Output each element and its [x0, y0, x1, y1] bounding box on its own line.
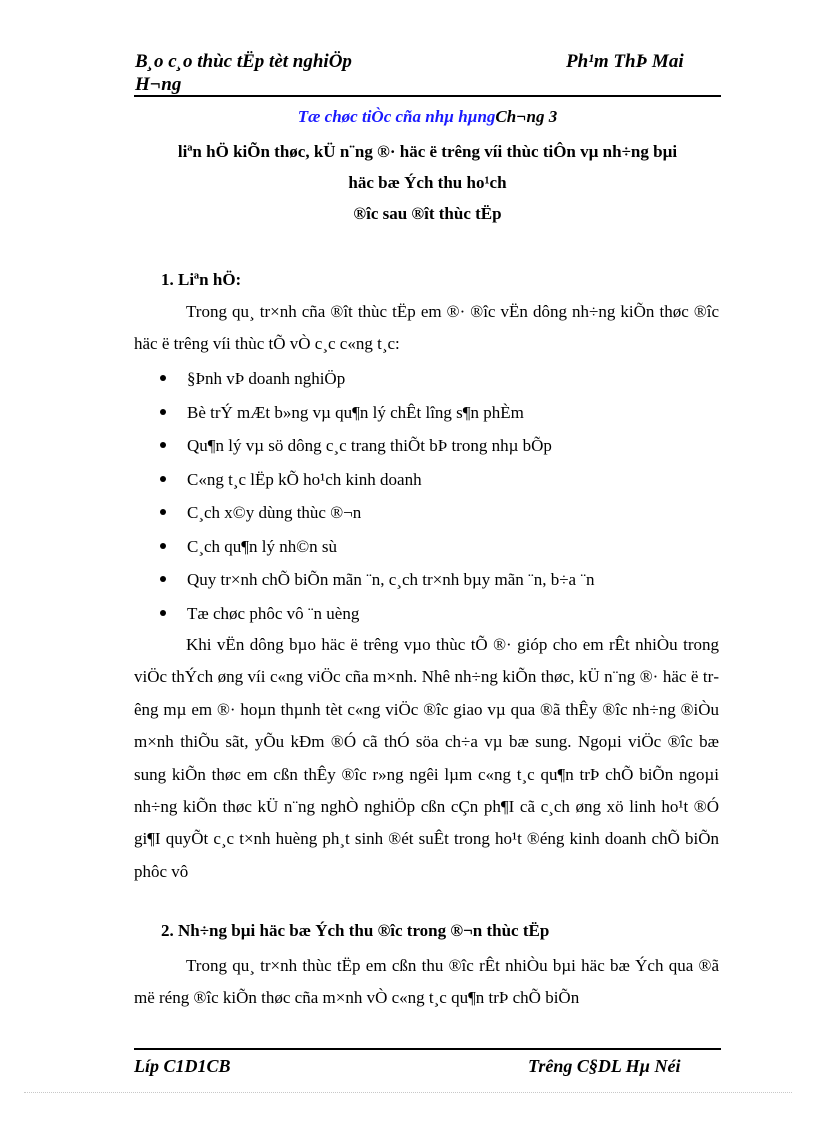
bullet-icon: [160, 509, 166, 515]
list-item-text: Tæ chøc phôc vô ¨n uèng: [187, 603, 360, 623]
bullet-icon: [160, 543, 166, 549]
list-item-text: C¸ch qu¶n lý nh©n sù: [187, 536, 338, 556]
section-1-body: Khi vËn dông bµo häc ë trêng vµo thùc tÕ ®· gióp cho em rÊt nhiÒu trong viÖc thÝch øng víi c«ng viÖc cña m×nh. Nhê nh÷ng kiÕn thøc, kÜ n¨ng ®· häc ë trêng mµ em ®· hoµn thµnh tèt c«ng viÖc ®îc giao vµ qua ®ã thÊy ®îc nh÷ng ®iÒu m×nh thiÕu sãt, yÕu kÐm ®Ó cã thÓ söa ch÷a vµ bæ sung. Ngoµi viÖc ®îc bæ sung kiÕn thøc em cßn thÊy ®îc r»ng ngêi lµm c«ng t¸c qu¶n trÞ chÕ biÕn ngoµi nh÷ng kiÕn thøc kÜ n¨ng nghÒ nghiÖp cßn cÇn ph¶I cã c¸ch øng xö linh ho¹t ®Ó gi¶I quyÕt c¸c t×nh huèng ph¸t sinh ®ét suÊt trong ho¹t ®éng kinh doanh chÕ biÕn phôc vô: [134, 635, 719, 881]
chapter-title-line: [134, 106, 721, 128]
section-2-heading: 2. Nh÷ng bµi häc bæ Ých thu ®îc trong ®¬n thùc tËp: [161, 921, 550, 940]
chapter-title-line-2: liªn hÖ kiÕn thøc, kÜ n¨ng ®· häc ë trêng víi thùc tiÔn vµ nh÷ng bµi: [177, 142, 678, 161]
bullet-icon: [160, 576, 166, 582]
chapter-title-line-4: ®îc sau ®ît thùc tËp: [353, 204, 502, 223]
list-item: [160, 530, 595, 564]
bullet-icon: [160, 476, 166, 482]
bullet-icon: [160, 409, 166, 415]
section-1-intro: Trong qu¸ tr×nh cña ®ît thùc tËp em ®· ®îc vËn dông nh÷ng kiÕn thøc ®îc häc ë trêng víi thùc tÕ vÒ c¸c c«ng t¸c:: [134, 302, 719, 354]
list-item: [160, 563, 595, 597]
list-item: [160, 496, 595, 530]
list-item: [160, 597, 595, 631]
bullet-icon: [160, 610, 166, 616]
header-author-name: Ph¹m ThÞ Mai: [566, 51, 684, 72]
list-item-text: Quy tr×nh chÕ biÕn mãn ¨n, c¸ch tr×nh bµy mãn ¨n, b÷a ¨n: [187, 570, 595, 589]
footer-school-name: Trêng C§DL Hµ Néi: [528, 1056, 681, 1076]
list-item-text: C«ng t¸c lËp kÕ ho¹ch kinh doanh: [187, 469, 422, 489]
page-bottom-edge: [24, 1092, 792, 1093]
list-item-text: Bè trÝ mÆt b»ng vµ qu¶n lý chÊt lîng s¶n phÈm: [187, 402, 524, 422]
chapter-title-line-3: häc bæ Ých thu ho¹ch: [348, 173, 507, 192]
list-item: [160, 463, 595, 497]
footer-class-code: Líp C1D1CB: [134, 1056, 231, 1076]
bullet-icon: [160, 442, 166, 448]
bullet-list: [160, 362, 595, 630]
footer-rule: [134, 1048, 721, 1050]
header-report-title: B¸o c¸o thùc tËp tèt nghiÖp H¬ng: [135, 51, 352, 95]
section-2-body: Trong qu¸ tr×nh thùc tËp em cßn thu ®îc rÊt nhiÒu bµi häc bæ Ých qua ®ã më réng ®îc kiÕn thøc cña m×nh vÒ c«ng t¸c qu¶n trÞ chÕ biÕn: [134, 956, 719, 1008]
header-rule: [134, 95, 721, 97]
list-item-text: Qu¶n lý vµ sö dông c¸c trang thiÕt bÞ trong nhµ bÕp: [187, 436, 552, 455]
list-item: [160, 429, 595, 463]
chapter-number: Ch¬ng 3: [495, 107, 558, 126]
bullet-icon: [160, 375, 166, 381]
list-item-text: C¸ch x©y dùng thùc ®¬n: [187, 503, 362, 522]
list-item: [160, 362, 595, 396]
list-item: [160, 396, 595, 430]
list-item-text: §Þnh vÞ doanh nghiÖp: [187, 369, 346, 388]
chapter-subtitle-blue: Tæ chøc tiÒc cña nhµ hµng: [297, 107, 496, 126]
section-1-heading: 1. Liªn hÖ:: [161, 270, 242, 289]
